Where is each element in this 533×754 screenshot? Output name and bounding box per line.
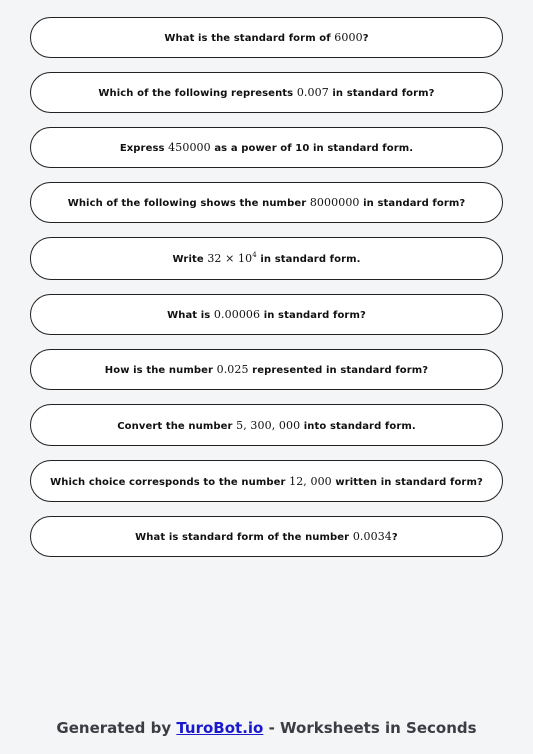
question-text: Convert the number 5, 300, 000 into standard form. <box>117 418 416 432</box>
question-card <box>30 72 503 113</box>
math-expression: 0.00006 <box>213 308 261 321</box>
question-card <box>30 294 503 335</box>
question-text: Express 450000 as a power of 10 in standard form. <box>119 141 414 154</box>
math-expression: 450000 <box>168 141 211 154</box>
question-card <box>30 349 503 390</box>
question-text: Write $32 \times 10^4$ in standard form. <box>172 251 361 265</box>
math-expression: $32 \times 10^4$ <box>207 251 257 265</box>
question-card <box>30 460 503 502</box>
question-card <box>30 17 503 58</box>
math-expression: 0.0034 <box>352 530 392 543</box>
question-card <box>30 182 503 223</box>
math-expression: 5, 300, 000 <box>236 418 301 432</box>
math-expression: 0.007 <box>296 86 329 99</box>
question-text: Which choice corresponds to the number 12, 000 written in standard form? <box>50 474 483 488</box>
question-list <box>30 17 503 557</box>
footer-suffix: - Worksheets in Seconds <box>263 719 477 737</box>
question-card <box>30 237 503 280</box>
question-text: What is 0.00006 in standard form? <box>167 308 366 321</box>
exponent: 4 <box>252 251 257 259</box>
question-text: Which of the following shows the number 8000000 in standard form? <box>67 196 466 209</box>
question-card <box>30 516 503 557</box>
math-expression: 6000 <box>334 31 363 44</box>
turobot-link[interactable]: TuroBot.io <box>176 719 264 737</box>
question-text: What is the standard form of 6000? <box>164 31 369 44</box>
math-expression: 0.025 <box>216 363 249 376</box>
footer-prefix: Generated by <box>56 719 177 737</box>
question-text: Which of the following represents 0.007 in standard form? <box>98 86 435 99</box>
footer <box>0 719 533 737</box>
question-text: What is standard form of the number 0.0034? <box>135 530 398 543</box>
question-card <box>30 127 503 168</box>
math-expression: 12, 000 <box>289 474 332 488</box>
math-expression: 8000000 <box>309 196 360 209</box>
question-text: How is the number 0.025 represented in standard form? <box>104 363 429 376</box>
question-card <box>30 404 503 446</box>
